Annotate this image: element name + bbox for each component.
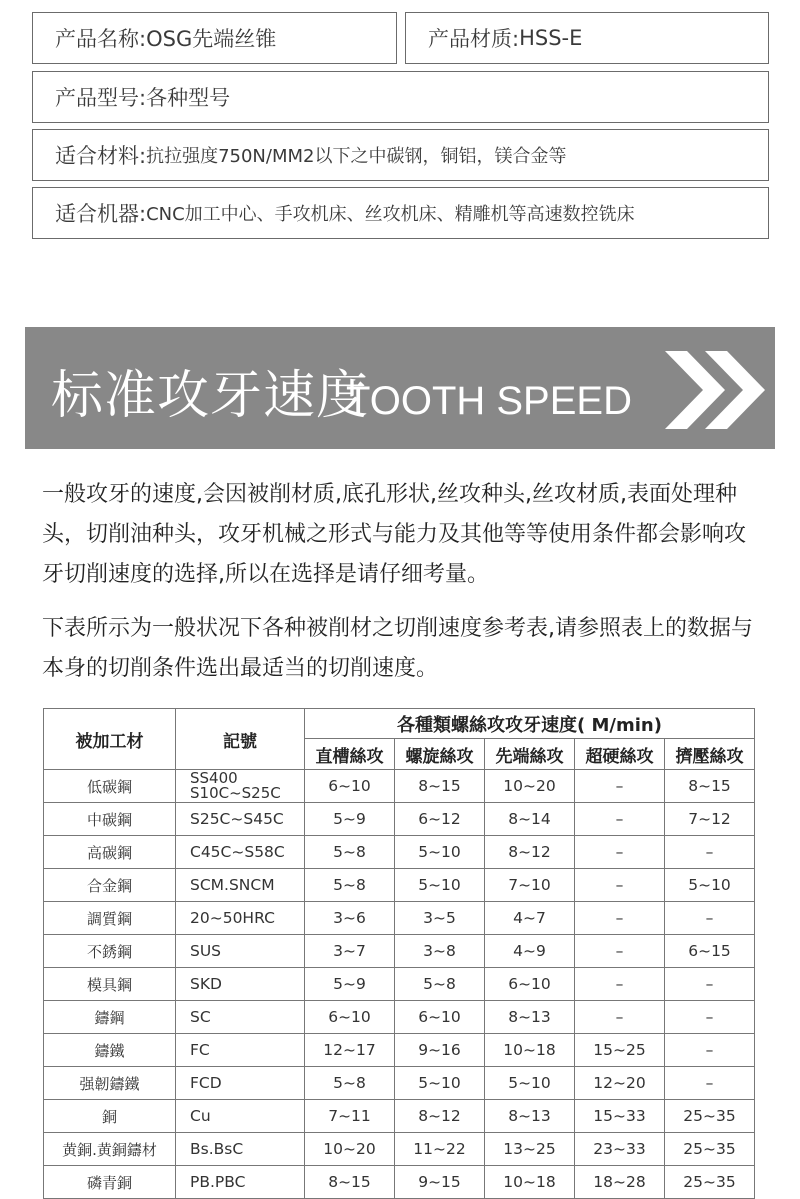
table-row [44,869,755,902]
speed-cell: 6~10 [305,1001,395,1034]
banner-title-en: TOOTH SPEED [346,379,632,423]
speed-cell: 15~33 [575,1100,665,1133]
speed-cell: 5~9 [305,803,395,836]
code-cell: SKD [176,968,305,1001]
header-forming-tap: 擠壓絲攻 [665,739,755,770]
speed-cell: 7~10 [485,869,575,902]
speed-cell: 12~20 [575,1067,665,1100]
speed-cell: 25~35 [665,1100,755,1133]
speed-cell: – [665,902,755,935]
speed-cell: 9~15 [395,1166,485,1199]
double-chevron-right-icon [665,351,769,429]
code-cell: FC [176,1034,305,1067]
header-spiral-tap: 螺旋絲攻 [395,739,485,770]
speed-cell: 7~12 [665,803,755,836]
speed-cell: 5~10 [395,1067,485,1100]
speed-cell: 25~35 [665,1166,755,1199]
speed-cell: 6~10 [305,770,395,803]
speed-cell: 10~20 [305,1133,395,1166]
material-cell: 高碳鋼 [44,836,176,869]
code-cell: C45C~S58C [176,836,305,869]
suitable-machine-box [32,187,769,239]
header-material: 被加工材 [44,709,176,770]
speed-cell: 25~35 [665,1133,755,1166]
speed-cell: 5~10 [395,836,485,869]
speed-cell: 3~6 [305,902,395,935]
suitable-machine-value: CNC加工中心、手攻机床、丝攻机床、精雕机等高速数控铣床 [146,204,635,225]
speed-cell: – [575,803,665,836]
code-cell: FCD [176,1067,305,1100]
speed-cell: – [575,836,665,869]
speed-cell: – [575,968,665,1001]
material-cell: 中碳鋼 [44,803,176,836]
speed-cell: 4~9 [485,935,575,968]
code-cell: Cu [176,1100,305,1133]
suitable-material-value: 抗拉强度750N/MM2以下之中碳钢，铜铝，镁合金等 [146,146,567,167]
product-model-box [32,71,769,123]
speed-cell: 11~22 [395,1133,485,1166]
product-name-value: OSG先端丝锥 [146,27,277,51]
speed-cell: 3~5 [395,902,485,935]
material-cell: 磷青銅 [44,1166,176,1199]
material-cell: 低碳鋼 [44,770,176,803]
header-code: 記號 [176,709,305,770]
speed-cell: – [575,902,665,935]
material-cell: 合金鋼 [44,869,176,902]
speed-cell: 3~8 [395,935,485,968]
speed-cell: 10~18 [485,1034,575,1067]
code-cell: PB.PBC [176,1166,305,1199]
product-model-label: 产品型号: [55,86,147,110]
table-row [44,836,755,869]
speed-cell: 5~8 [305,1067,395,1100]
material-cell: 調質鋼 [44,902,176,935]
speed-cell: – [665,836,755,869]
speed-table [43,708,755,1199]
speed-cell: 5~10 [665,869,755,902]
material-cell: 黄銅.黄銅鑄材 [44,1133,176,1166]
intro-paragraph: 一般攻牙的速度,会因被削材质,底孔形状,丝攻种头,丝攻材质,表面处理种头，切削油种头，攻牙机械之形式与能力及其他等等使用条件都会影响攻牙切削速度的选择,所以在选择是请仔细考量。 [42,482,747,587]
material-cell: 鑄鋼 [44,1001,176,1034]
table-row [44,968,755,1001]
product-material-box [405,12,769,64]
header-speed-group: 各種類螺絲攻攻牙速度( M/min) [305,709,755,739]
header-straight-tap: 直槽絲攻 [305,739,395,770]
speed-cell: 5~9 [305,968,395,1001]
speed-cell: 8~13 [485,1100,575,1133]
speed-table-container [43,708,754,1192]
speed-cell: 6~10 [395,1001,485,1034]
table-row [44,1133,755,1166]
speed-cell: – [665,968,755,1001]
table-row [44,1001,755,1034]
material-cell: 强韌鑄鐵 [44,1067,176,1100]
material-cell: 銅 [44,1100,176,1133]
banner-title-cn: 标准攻牙速度 [51,366,370,426]
speed-cell: 15~25 [575,1034,665,1067]
speed-cell: 23~33 [575,1133,665,1166]
product-material-label: 产品材质: [428,27,520,51]
code-cell [176,770,305,803]
table-row [44,1067,755,1100]
table-row [44,935,755,968]
code-cell: 20~50HRC [176,902,305,935]
table-row [44,902,755,935]
speed-cell: 10~20 [485,770,575,803]
table-row [44,1100,755,1133]
speed-cell: 8~14 [485,803,575,836]
header-point-tap: 先端絲攻 [485,739,575,770]
speed-cell: – [665,1034,755,1067]
speed-cell: 6~12 [395,803,485,836]
speed-cell: – [575,770,665,803]
suitable-material-label: 适合材料: [55,144,147,168]
header-carbide-tap: 超硬絲攻 [575,739,665,770]
table-row [44,1034,755,1067]
speed-cell: – [575,935,665,968]
speed-cell: 5~8 [395,968,485,1001]
speed-cell: 18~28 [575,1166,665,1199]
table-row [44,1166,755,1199]
code-line: S10C~S25C [190,784,281,802]
suitable-machine-label: 适合机器: [55,202,147,226]
speed-cell: 8~13 [485,1001,575,1034]
product-model-value: 各种型号 [146,86,231,110]
speed-cell: 6~15 [665,935,755,968]
speed-cell: – [575,1001,665,1034]
speed-cell: – [665,1001,755,1034]
table-row [44,803,755,836]
code-cell: SCM.SNCM [176,869,305,902]
material-cell: 模具鋼 [44,968,176,1001]
code-cell: SUS [176,935,305,968]
section-banner [25,327,775,449]
speed-cell: 5~10 [395,869,485,902]
speed-cell: 8~12 [485,836,575,869]
code-cell: S25C~S45C [176,803,305,836]
speed-cell: 8~15 [305,1166,395,1199]
code-line: SS400 [190,769,238,787]
speed-cell: 8~12 [395,1100,485,1133]
speed-cell: 5~8 [305,869,395,902]
speed-cell: 8~15 [665,770,755,803]
material-cell: 不銹鋼 [44,935,176,968]
suitable-material-box [32,129,769,181]
product-name-box [32,12,397,64]
code-cell: SC [176,1001,305,1034]
speed-cell: 7~11 [305,1100,395,1133]
product-name-label: 产品名称: [55,27,147,51]
speed-cell: 6~10 [485,968,575,1001]
speed-cell: 8~15 [395,770,485,803]
speed-cell: 4~7 [485,902,575,935]
speed-cell: 5~8 [305,836,395,869]
speed-cell: – [575,869,665,902]
speed-cell: 3~7 [305,935,395,968]
speed-cell: – [665,1067,755,1100]
speed-cell: 9~16 [395,1034,485,1067]
speed-cell: 5~10 [485,1067,575,1100]
product-material-value: HSS-E [519,26,583,50]
speed-cell: 12~17 [305,1034,395,1067]
speed-cell: 10~18 [485,1166,575,1199]
code-cell: Bs.BsC [176,1133,305,1166]
table-row [44,770,755,803]
table-intro-paragraph: 下表所示为一般状况下各种被削材之切削速度参考表,请参照表上的数据与本身的切削条件选出最适当的切削速度。 [42,616,753,681]
material-cell: 鑄鐵 [44,1034,176,1067]
speed-cell: 13~25 [485,1133,575,1166]
